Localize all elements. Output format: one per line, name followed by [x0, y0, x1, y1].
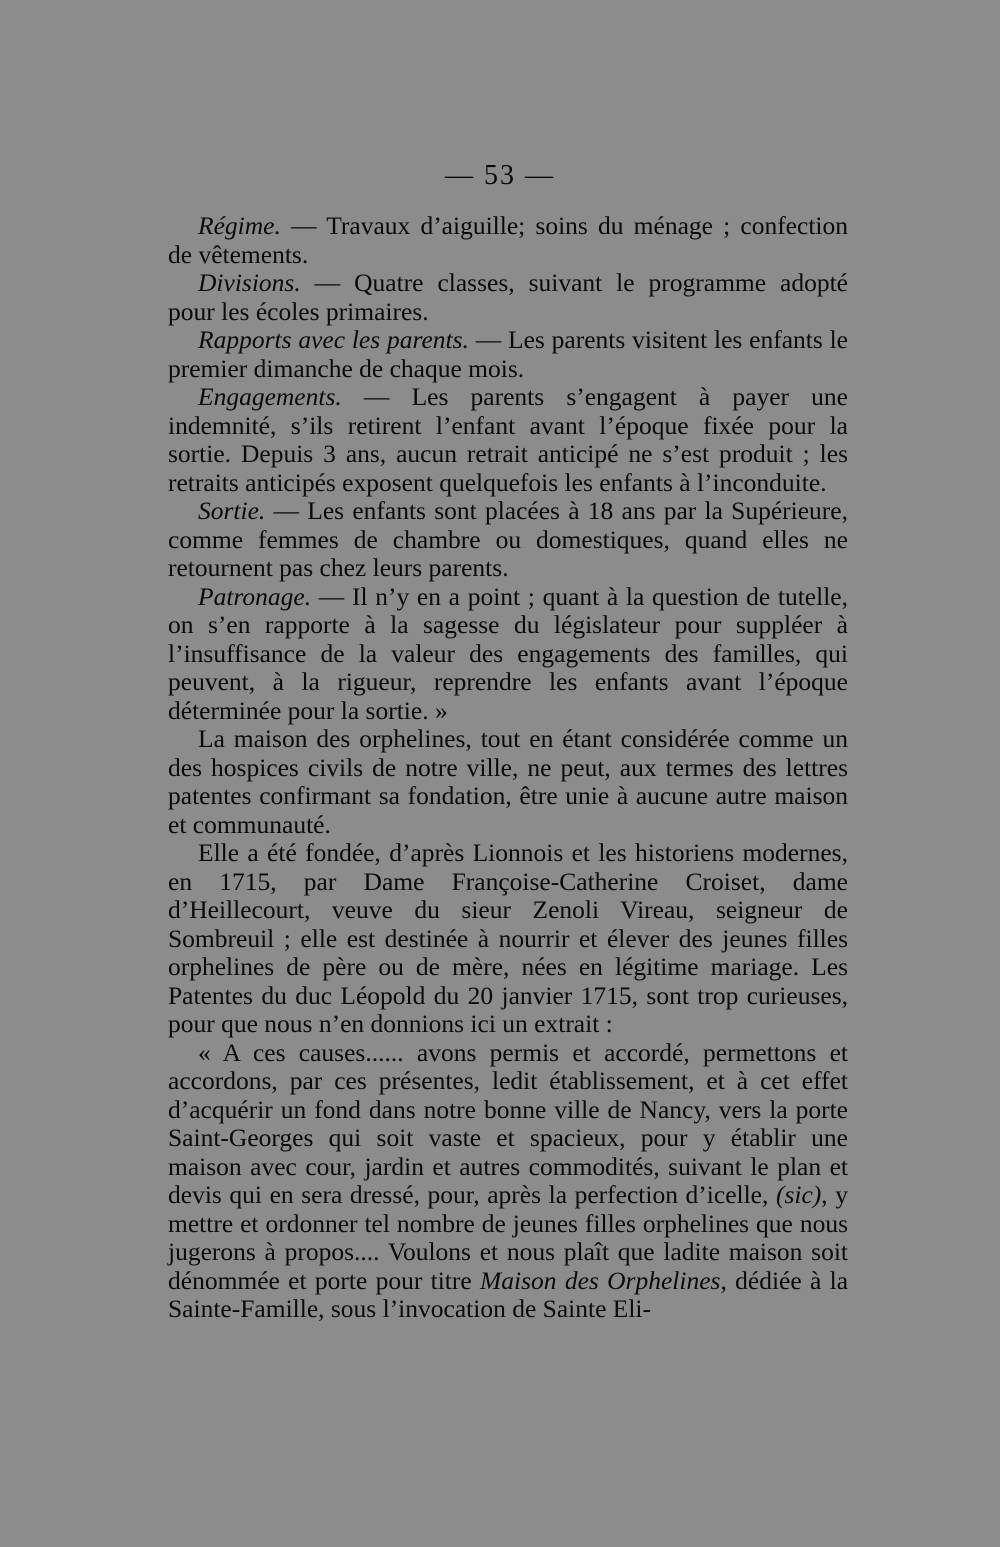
paragraph-text: — Quatre classes, suivant le programme adopté pour les écoles primaires. [168, 268, 848, 326]
page-number: — 53 — [445, 160, 555, 191]
quote-title: Maison des Orphelines [480, 1265, 721, 1295]
paragraph-maison [168, 725, 848, 839]
paragraph-patronage [168, 583, 848, 726]
quote-sic: (sic) [775, 1180, 822, 1209]
paragraph-text: — Travaux d’aiguille; soins du ménage ; confection de vêtements. [168, 211, 848, 269]
paragraph-text: — Les parents s’engagent à payer une indemnité, s’ils retirent l’enfant avant l’époque fixée pour la sortie. Depuis 3 ans, aucun retrait anticipé ne s’est produit ; les retraits anticipés exposent quelquefois les enfants à l’inconduite. [168, 382, 848, 497]
paragraph-quote [168, 1039, 848, 1324]
term-sortie: Sortie. [198, 496, 266, 525]
term-regime: Régime. [198, 211, 281, 240]
quote-text: « A ces causes...... avons permis et accordé, permettons et accordons, par ces présentes, ledit établissement, et à cet effet d’acquérir un fond dans notre bonne ville de Nancy, vers la porte Saint-Georges qui soit vaste et spacieux, pour y établir une maison avec cour, jardin et autres commodités, suivant le plan et devis qui en sera dressé, pour, après la perfection d’icelle, [168, 1037, 848, 1209]
paragraph-divisions [168, 269, 848, 326]
paragraph-text: — Les parents visitent les enfants le premier dimanche de chaque mois. [168, 325, 848, 383]
paragraph-rapports [168, 326, 848, 383]
term-patronage: Patronage. [198, 581, 312, 611]
term-rapports: Rapports avec les parents. [198, 325, 469, 354]
paragraph-text: La maison des orphelines, tout en étant considérée comme un des hospices civils de notre ville, ne peut, aux termes des lettres patentes confirmant sa fondation, être unie à aucune autre maison et communauté. [168, 724, 848, 839]
term-divisions: Divisions. [198, 268, 301, 297]
paragraph-text: — Les enfants sont placées à 18 ans par la Supérieure, comme femmes de chambre ou domestiques, quand elles ne retournent pas chez leurs parents. [168, 496, 848, 582]
paragraph-text: — Il n’y en a point ; quant à la question de tutelle, on s’en rapporte à la sagesse du législateur pour suppléer à l’insuffisance de la valeur des engagements des familles, qui peuvent, à la rigueur, reprendre les enfants avant l’époque déterminée pour la sortie. » [168, 581, 848, 725]
quote-text: , dédiée à la Sainte-Famille, sous l’invocation de Sainte Eli- [168, 1265, 849, 1323]
quote-text: , y mettre et ordonner tel nombre de jeunes filles orphelines que nous jugerons à propos.... Voulons et nous plaît que ladite maison soit dénommée et porte pour titre [168, 1180, 848, 1295]
paragraph-engagements [168, 383, 848, 497]
paragraph-fondation [168, 839, 848, 1039]
body-text [168, 212, 848, 1324]
paragraph-sortie [168, 497, 848, 583]
term-engagements: Engagements. [198, 382, 342, 411]
paragraph-regime [168, 212, 848, 269]
paragraph-text: Elle a été fondée, d’après Lionnois et les historiens modernes, en 1715, par Dame Françoise-Catherine Croiset, dame d’Heillecourt, veuve du sieur Zenoli Vireau, seigneur de Sombreuil ; elle est destinée à nourrir et élever des jeunes filles orphelines de père ou de mère, nées en légitime mariage. Les Patentes du duc Léopold du 20 janvier 1715, sont trop curieuses, pour que nous n’en donnions ici un extrait : [168, 838, 848, 1038]
